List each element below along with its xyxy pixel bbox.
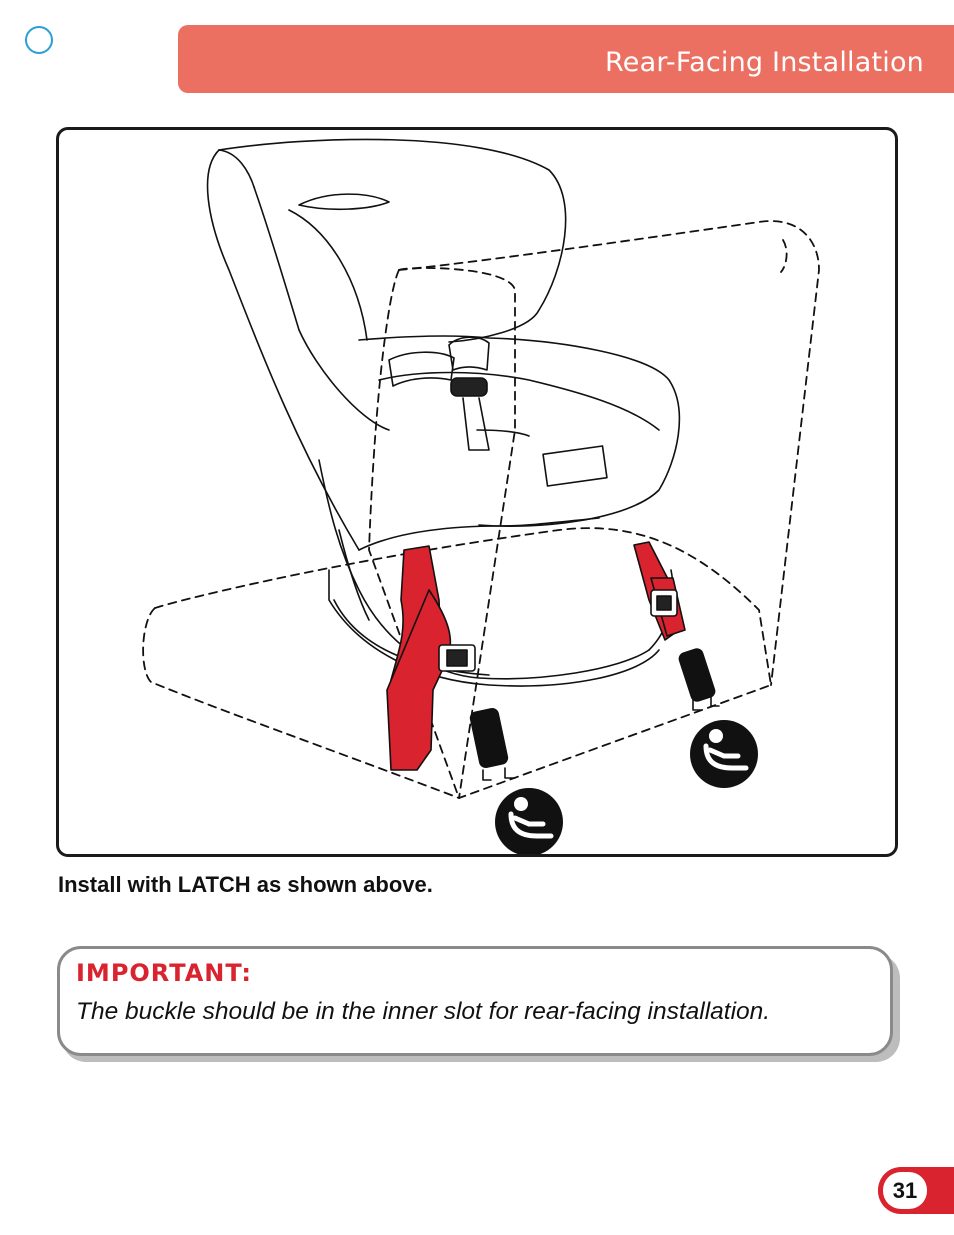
section-title: Rear-Facing Installation (605, 47, 924, 78)
section-header-bar (178, 25, 954, 93)
registration-circle (25, 26, 53, 54)
latch-anchor-icon-rear (690, 720, 758, 788)
page-number: 31 (883, 1172, 927, 1209)
important-notice-box (57, 946, 893, 1056)
important-text: The buckle should be in the inner slot for rear-facing installation. (76, 998, 771, 1025)
car-seat-illustration (59, 130, 898, 857)
figure-caption: Install with LATCH as shown above. (58, 872, 433, 897)
latch-anchor-icon-front (495, 788, 563, 856)
installation-illustration-frame (56, 127, 898, 857)
important-heading: IMPORTANT: (76, 959, 253, 987)
